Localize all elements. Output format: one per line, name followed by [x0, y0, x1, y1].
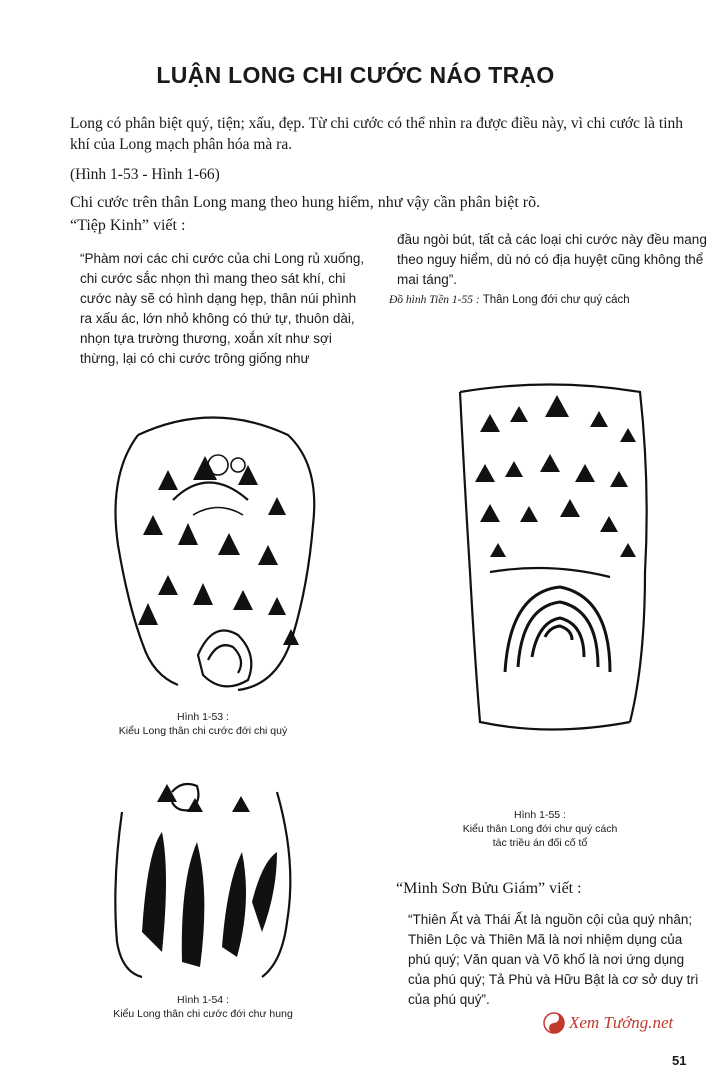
tiep-kinh-heading: “Tiệp Kinh” viết :: [70, 217, 186, 234]
tiep-kinh-quote-left: “Phàm nơi các chi cước của chi Long rủ xuống, chi cước sắc nhọn thì mang theo sát khí, chi cước này sẽ có hình dạng hẹp, thân núi phình ra xấu ác, lớn nhỏ không có thứ tự, thuôn dài, nhọn tựa trường thương, xoắn xít như sợi thừng, lại có chi cước trông giống như: [80, 251, 365, 366]
figure-1-53-label: Hình 1-53 :: [177, 711, 229, 723]
figure-reference: (Hình 1-53 - Hình 1-66): [70, 166, 220, 183]
page-number: 51: [672, 1053, 687, 1068]
do-hinh-text: Thân Long đới chư quý cách: [482, 294, 630, 306]
lead-paragraph: Chi cước trên thân Long mang theo hung hiểm, như vậy cần phân biệt rõ.: [70, 194, 541, 211]
tiep-kinh-quote-right: đầu ngòi bút, tất cả các loại chi cước này đều mang theo nguy hiểm, dù nó có địa huyệt cũng không thể mai táng”.: [397, 232, 707, 287]
figure-1-54-label: Hình 1-54 :: [177, 994, 229, 1006]
figure-1-53-text: Kiểu Long thân chi cước đới chi quý: [118, 725, 288, 737]
figure-1-55-caption: [405, 808, 675, 850]
minh-son-quote: “Thiên Ất và Thái Ất là nguồn cội của quý nhân; Thiên Lộc và Thiên Mã là nơi nhiệm dụng của phú quý; Văn quan và Võ khố là nơi ứng dụng của phú quý; Tả Phù và Hữu Bật là cơ sở duy trì của phú quý”.: [408, 912, 699, 1007]
yin-yang-icon: [543, 1012, 565, 1034]
figure-1-53-illustration: [98, 405, 328, 700]
page-title: LUẬN LONG CHI CƯỚC NÁO TRẠO: [156, 62, 555, 88]
figure-1-55-text-line2: tác triều án đối cố tổ: [492, 837, 588, 849]
figure-1-53-caption: [68, 710, 338, 738]
watermark-text: Xem Tướng.net: [569, 1013, 674, 1032]
watermark-logo: [543, 1012, 673, 1034]
figure-1-55-label: Hình 1-55 :: [514, 809, 566, 821]
figure-1-55-text-line1: Kiểu thân Long đới chư quý cách: [462, 823, 618, 835]
figure-1-55-illustration: [450, 372, 660, 742]
do-hinh-label: Đồ hình Tiền 1-55 :: [389, 294, 480, 306]
figure-1-54-caption: [68, 993, 338, 1021]
intro-paragraph: Long có phân biệt quý, tiện; xấu, đẹp. Từ chi cước có thể nhìn ra được điều này, vì chi cước là tinh khí của Long mạch phân hóa mà ra.: [70, 115, 684, 153]
figure-1-54-text: Kiểu Long thân chi cước đới chư hung: [113, 1008, 293, 1020]
figure-1-54-illustration: [102, 772, 302, 987]
do-hinh-caption: [389, 294, 689, 306]
minh-son-heading: “Minh Sơn Bửu Giám” viết :: [396, 880, 582, 897]
